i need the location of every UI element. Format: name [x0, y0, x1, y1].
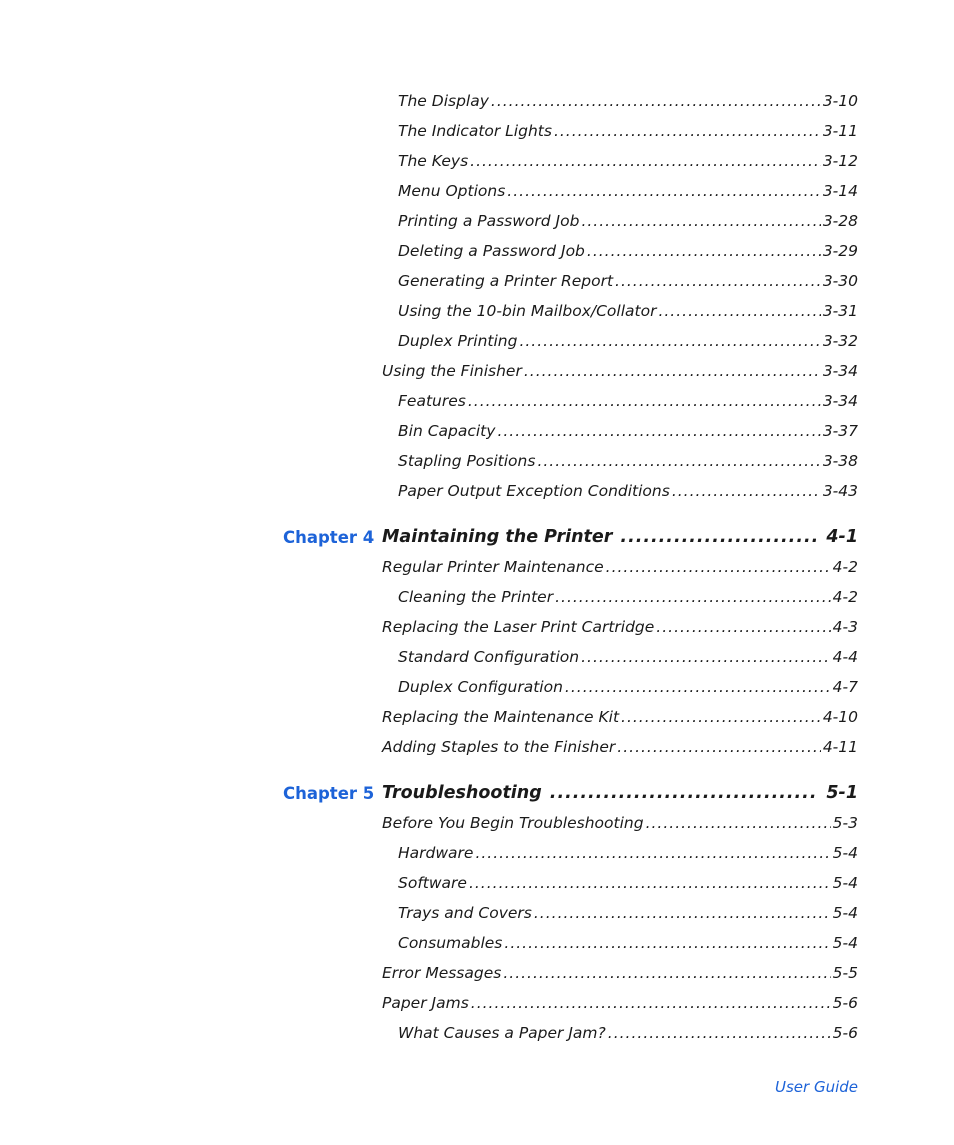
page-number: 3-10	[822, 92, 858, 110]
toc-entry[interactable]	[398, 302, 858, 320]
page-number: 3-14	[822, 182, 858, 200]
entry-title: Consumables	[398, 934, 503, 952]
entry-title: Before You Begin Troubleshooting	[382, 814, 644, 832]
entry-title: Paper Output Exception Conditions	[398, 482, 670, 500]
entry-title: Duplex Printing	[398, 332, 518, 350]
toc-entry[interactable]	[398, 452, 858, 470]
toc-entry[interactable]	[398, 152, 858, 170]
leader-dots	[672, 482, 821, 500]
page-number: 3-34	[822, 362, 858, 380]
page-number: 4-4	[832, 648, 858, 666]
entry-title: Standard Configuration	[398, 648, 580, 666]
entry-title: Hardware	[398, 844, 474, 862]
page-number: 3-30	[822, 272, 858, 290]
toc-entry[interactable]	[398, 242, 858, 260]
entry-title: Replacing the Laser Print Cartridge	[382, 618, 655, 636]
chapter-entry[interactable]	[382, 783, 858, 803]
toc-entry[interactable]	[382, 994, 858, 1012]
leader-dots	[617, 738, 821, 756]
leader-dots	[497, 422, 820, 440]
leader-dots	[587, 242, 821, 260]
entry-title: Error Messages	[382, 964, 502, 982]
toc-entry[interactable]	[398, 422, 858, 440]
entry-title: Printing a Password Job	[398, 212, 580, 230]
leader-dots	[524, 362, 821, 380]
toc-entry[interactable]	[398, 332, 858, 350]
toc-entry[interactable]	[398, 934, 858, 952]
entry-title: Menu Options	[398, 182, 506, 200]
chapter-entry[interactable]	[382, 527, 858, 547]
toc-entry[interactable]	[398, 678, 858, 696]
page-number: 5-4	[832, 904, 858, 922]
toc-entry[interactable]	[382, 738, 858, 756]
page-number: 5-4	[832, 934, 858, 952]
leader-dots	[554, 122, 821, 140]
page-number: 5-6	[832, 994, 858, 1012]
toc-entry[interactable]	[382, 964, 858, 982]
page-number: 3-32	[822, 332, 858, 350]
entry-title: Paper Jams	[382, 994, 469, 1012]
page-number: 3-34	[822, 392, 858, 410]
entry-title: Troubleshooting	[382, 783, 542, 803]
entry-title: Bin Capacity	[398, 422, 496, 440]
entry-title: Maintaining the Printer	[382, 527, 613, 547]
entry-title: Generating a Printer Report	[398, 272, 614, 290]
toc-entry[interactable]	[382, 814, 858, 832]
entry-title: The Display	[398, 92, 489, 110]
leader-dots	[550, 783, 817, 803]
page-number: 3-28	[822, 212, 858, 230]
entry-title: Using the 10-bin Mailbox/Collator	[398, 302, 657, 320]
leader-dots	[555, 588, 831, 606]
leader-dots	[581, 212, 820, 230]
page-number: 5-5	[832, 964, 858, 982]
entry-title: Duplex Configuration	[398, 678, 563, 696]
page-number: 3-38	[822, 452, 858, 470]
page-number: 4-3	[832, 618, 858, 636]
leader-dots	[469, 874, 831, 892]
entry-title: Stapling Positions	[398, 452, 536, 470]
page-number: 3-29	[822, 242, 858, 260]
toc-entry[interactable]	[382, 362, 858, 380]
toc-entry[interactable]	[398, 874, 858, 892]
leader-dots	[507, 182, 821, 200]
leader-dots	[537, 452, 820, 470]
page-number: 3-11	[822, 122, 858, 140]
leader-dots	[621, 708, 821, 726]
leader-dots	[471, 994, 831, 1012]
entry-title: Deleting a Password Job	[398, 242, 585, 260]
page-number: 4-10	[822, 708, 858, 726]
leader-dots	[656, 618, 830, 636]
page-number: 5-4	[832, 874, 858, 892]
toc-entry[interactable]	[398, 212, 858, 230]
entry-title: Adding Staples to the Finisher	[382, 738, 616, 756]
toc-entry[interactable]	[398, 1024, 858, 1042]
toc-entry[interactable]	[398, 588, 858, 606]
toc-entry[interactable]	[382, 708, 858, 726]
page-number: 4-2	[832, 558, 858, 576]
toc-entry[interactable]	[398, 92, 858, 110]
leader-dots	[503, 964, 830, 982]
page-number: 3-12	[822, 152, 858, 170]
page-number: 4-2	[832, 588, 858, 606]
leader-dots	[504, 934, 830, 952]
page-number: 5-4	[832, 844, 858, 862]
entry-title: The Keys	[398, 152, 469, 170]
page-number: 4-11	[822, 738, 858, 756]
leader-dots	[606, 558, 831, 576]
leader-dots	[491, 92, 821, 110]
entry-title: Replacing the Maintenance Kit	[382, 708, 620, 726]
toc-entry[interactable]	[398, 482, 858, 500]
entry-title: Features	[398, 392, 466, 410]
leader-dots	[658, 302, 820, 320]
page-number: 3-37	[822, 422, 858, 440]
leader-dots	[608, 1024, 831, 1042]
page-number: 3-43	[822, 482, 858, 500]
footer-label: User Guide	[774, 1078, 858, 1096]
toc-entry[interactable]	[398, 272, 858, 290]
leader-dots	[565, 678, 831, 696]
toc-entry[interactable]	[398, 392, 858, 410]
toc-entry[interactable]	[398, 182, 858, 200]
toc-entry[interactable]	[398, 648, 858, 666]
entry-title: Regular Printer Maintenance	[382, 558, 604, 576]
entry-title: The Indicator Lights	[398, 122, 552, 140]
leader-dots	[646, 814, 831, 832]
page-number: 5-1	[826, 783, 858, 803]
leader-dots	[519, 332, 820, 350]
page-number: 4-1	[826, 527, 858, 547]
entry-title: Trays and Covers	[398, 904, 532, 922]
leader-dots	[534, 904, 831, 922]
entry-title: Using the Finisher	[382, 362, 522, 380]
page-number: 3-31	[822, 302, 858, 320]
leader-dots	[581, 648, 831, 666]
entry-title: Software	[398, 874, 467, 892]
chapter-number: Chapter 4	[283, 528, 375, 547]
leader-dots	[470, 152, 821, 170]
entry-title: What Causes a Paper Jam?	[398, 1024, 606, 1042]
chapter-number: Chapter 5	[283, 784, 375, 803]
leader-dots	[475, 844, 830, 862]
toc-entry[interactable]	[398, 904, 858, 922]
toc-entry[interactable]	[398, 844, 858, 862]
page-number: 5-6	[832, 1024, 858, 1042]
page-number: 4-7	[832, 678, 858, 696]
leader-dots	[620, 527, 816, 547]
entry-title: Cleaning the Printer	[398, 588, 554, 606]
leader-dots	[615, 272, 821, 290]
toc-entry[interactable]	[382, 558, 858, 576]
page-number: 5-3	[832, 814, 858, 832]
toc-entry[interactable]	[382, 618, 858, 636]
leader-dots	[468, 392, 821, 410]
toc-entry[interactable]	[398, 122, 858, 140]
